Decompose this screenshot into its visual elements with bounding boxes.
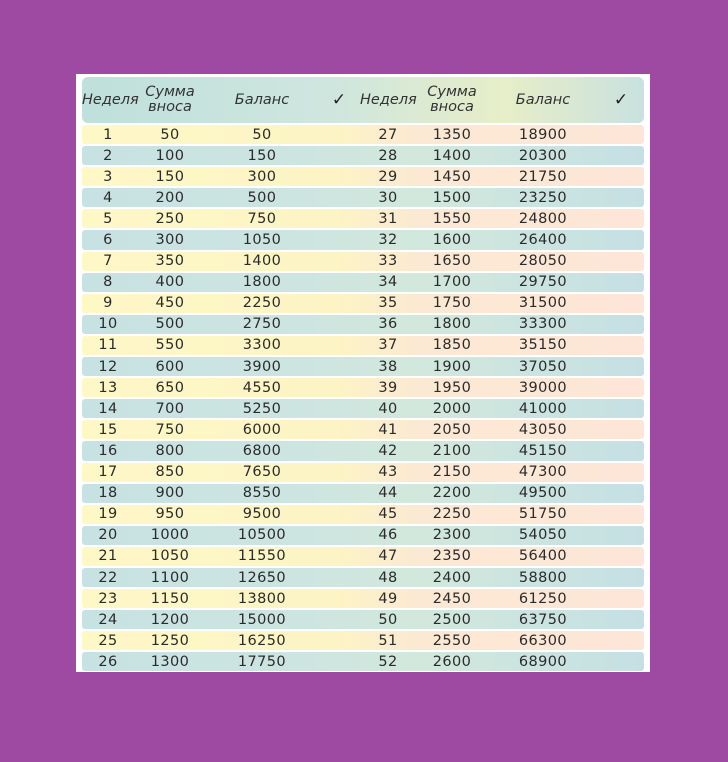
header-amount-line2: вноса [148, 99, 192, 115]
week-cell: 47 [378, 548, 398, 565]
amount-cell: 1250 [150, 632, 190, 649]
amount-cell: 100 [155, 147, 185, 164]
week-cell: 30 [378, 189, 398, 206]
check-icon: ✓ [613, 89, 629, 110]
balance-cell: 15000 [237, 611, 287, 628]
balance-cell: 20300 [518, 147, 568, 164]
week-cell: 25 [98, 632, 118, 649]
header-amount [134, 85, 206, 115]
table-row [82, 357, 644, 376]
table-row [82, 230, 644, 249]
amount-cell: 1400 [432, 147, 472, 164]
balance-cell: 3300 [242, 337, 282, 354]
amount-cell: 1100 [150, 569, 190, 586]
week-cell: 46 [378, 527, 398, 544]
balance-cell: 33300 [518, 316, 568, 333]
header-balance: Баланс [234, 91, 290, 108]
balance-cell: 41000 [518, 400, 568, 417]
balance-cell: 1800 [242, 274, 282, 291]
table-row [82, 188, 644, 207]
week-cell: 1 [103, 126, 113, 143]
week-cell: 2 [103, 147, 113, 164]
table-row [82, 167, 644, 186]
table-row [82, 273, 644, 292]
table-row [82, 526, 644, 545]
amount-cell: 900 [155, 485, 185, 502]
amount-cell: 1850 [432, 337, 472, 354]
amount-cell: 950 [155, 506, 185, 523]
balance-cell: 21750 [518, 168, 568, 185]
week-cell: 4 [103, 189, 113, 206]
week-cell: 10 [98, 316, 118, 333]
week-cell: 8 [103, 274, 113, 291]
amount-cell: 150 [155, 168, 185, 185]
week-cell: 42 [378, 442, 398, 459]
week-cell: 14 [98, 400, 118, 417]
amount-cell: 2150 [432, 464, 472, 481]
balance-cell: 31500 [518, 295, 568, 312]
table-row [82, 209, 644, 228]
header-amount-2 [416, 85, 488, 115]
week-cell: 38 [378, 358, 398, 375]
week-cell: 20 [98, 527, 118, 544]
balance-cell: 66300 [518, 632, 568, 649]
amount-cell: 1950 [432, 379, 472, 396]
balance-cell: 6800 [242, 442, 282, 459]
balance-cell: 47300 [518, 464, 568, 481]
balance-cell: 37050 [518, 358, 568, 375]
amount-cell: 550 [155, 337, 185, 354]
week-cell: 13 [98, 379, 118, 396]
table-row [82, 336, 644, 355]
balance-cell: 11550 [237, 548, 287, 565]
amount-cell: 1800 [432, 316, 472, 333]
amount-cell: 1150 [150, 590, 190, 607]
amount-cell: 2450 [432, 590, 472, 607]
balance-cell: 51750 [518, 506, 568, 523]
balance-cell: 10500 [237, 527, 287, 544]
amount-cell: 700 [155, 400, 185, 417]
amount-cell: 2350 [432, 548, 472, 565]
table-row [82, 631, 644, 650]
week-cell: 37 [378, 337, 398, 354]
header-week: Неделя [82, 91, 139, 108]
header-amount-line1: Сумма [427, 84, 477, 100]
week-cell: 45 [378, 506, 398, 523]
amount-cell: 200 [155, 189, 185, 206]
header-balance-2: Баланс [515, 91, 571, 108]
week-cell: 19 [98, 506, 118, 523]
amount-cell: 2000 [432, 400, 472, 417]
week-cell: 9 [103, 295, 113, 312]
table-row [82, 294, 644, 313]
balance-cell: 12650 [237, 569, 287, 586]
week-cell: 36 [378, 316, 398, 333]
week-cell: 22 [98, 569, 118, 586]
amount-cell: 1200 [150, 611, 190, 628]
week-cell: 40 [378, 400, 398, 417]
week-cell: 32 [378, 232, 398, 249]
balance-cell: 16250 [237, 632, 287, 649]
week-cell: 26 [98, 653, 118, 670]
table-row [82, 252, 644, 271]
balance-cell: 68900 [518, 653, 568, 670]
header-amount-line1: Сумма [145, 84, 195, 100]
balance-cell: 1050 [242, 232, 282, 249]
balance-cell: 63750 [518, 611, 568, 628]
week-cell: 27 [378, 126, 398, 143]
balance-cell: 6000 [242, 421, 282, 438]
table-row [82, 399, 644, 418]
balance-cell: 9500 [242, 506, 282, 523]
amount-cell: 2500 [432, 611, 472, 628]
amount-cell: 2400 [432, 569, 472, 586]
balance-cell: 4550 [242, 379, 282, 396]
week-cell: 18 [98, 485, 118, 502]
balance-cell: 2750 [242, 316, 282, 333]
balance-cell: 61250 [518, 590, 568, 607]
amount-cell: 800 [155, 442, 185, 459]
table-row [82, 652, 644, 671]
week-cell: 51 [378, 632, 398, 649]
week-cell: 12 [98, 358, 118, 375]
balance-cell: 750 [247, 210, 277, 227]
week-cell: 23 [98, 590, 118, 607]
header-week-2: Неделя [360, 91, 417, 108]
week-cell: 17 [98, 464, 118, 481]
savings-table-sheet [76, 74, 650, 672]
table-row [82, 315, 644, 334]
amount-cell: 2100 [432, 442, 472, 459]
table-row [82, 484, 644, 503]
balance-cell: 3900 [242, 358, 282, 375]
table-row [82, 146, 644, 165]
amount-cell: 2050 [432, 421, 472, 438]
week-cell: 44 [378, 485, 398, 502]
week-cell: 5 [103, 210, 113, 227]
balance-cell: 56400 [518, 548, 568, 565]
amount-cell: 2600 [432, 653, 472, 670]
amount-cell: 350 [155, 253, 185, 270]
table-row [82, 610, 644, 629]
check-icon: ✓ [331, 89, 347, 110]
amount-cell: 600 [155, 358, 185, 375]
week-cell: 49 [378, 590, 398, 607]
table-row [82, 463, 644, 482]
amount-cell: 1550 [432, 210, 472, 227]
header-amount-line2: вноса [430, 99, 474, 115]
balance-cell: 49500 [518, 485, 568, 502]
balance-cell: 50 [252, 126, 272, 143]
table-row [82, 547, 644, 566]
amount-cell: 50 [160, 126, 180, 143]
week-cell: 52 [378, 653, 398, 670]
balance-cell: 26400 [518, 232, 568, 249]
balance-cell: 150 [247, 147, 277, 164]
week-cell: 16 [98, 442, 118, 459]
week-cell: 34 [378, 274, 398, 291]
week-cell: 11 [98, 337, 118, 354]
amount-cell: 1350 [432, 126, 472, 143]
balance-cell: 43050 [518, 421, 568, 438]
balance-cell: 35150 [518, 337, 568, 354]
amount-cell: 250 [155, 210, 185, 227]
amount-cell: 1750 [432, 295, 472, 312]
amount-cell: 2250 [432, 506, 472, 523]
amount-cell: 1450 [432, 168, 472, 185]
amount-cell: 1900 [432, 358, 472, 375]
week-cell: 6 [103, 232, 113, 249]
amount-cell: 1300 [150, 653, 190, 670]
balance-cell: 17750 [237, 653, 287, 670]
table-row [82, 568, 644, 587]
table-row [82, 441, 644, 460]
table-row [82, 378, 644, 397]
week-cell: 7 [103, 253, 113, 270]
week-cell: 15 [98, 421, 118, 438]
week-cell: 24 [98, 611, 118, 628]
week-cell: 29 [378, 168, 398, 185]
savings-table [82, 77, 644, 671]
week-cell: 33 [378, 253, 398, 270]
week-cell: 43 [378, 464, 398, 481]
balance-cell: 7650 [242, 464, 282, 481]
balance-cell: 54050 [518, 527, 568, 544]
balance-cell: 23250 [518, 189, 568, 206]
table-header [82, 77, 644, 123]
amount-cell: 1650 [432, 253, 472, 270]
amount-cell: 1700 [432, 274, 472, 291]
amount-cell: 2200 [432, 485, 472, 502]
balance-cell: 45150 [518, 442, 568, 459]
amount-cell: 750 [155, 421, 185, 438]
amount-cell: 1600 [432, 232, 472, 249]
amount-cell: 1050 [150, 548, 190, 565]
amount-cell: 500 [155, 316, 185, 333]
balance-cell: 500 [247, 189, 277, 206]
balance-cell: 29750 [518, 274, 568, 291]
balance-cell: 58800 [518, 569, 568, 586]
amount-cell: 2550 [432, 632, 472, 649]
week-cell: 21 [98, 548, 118, 565]
table-body [82, 125, 644, 671]
table-row [82, 589, 644, 608]
week-cell: 39 [378, 379, 398, 396]
week-cell: 28 [378, 147, 398, 164]
amount-cell: 2300 [432, 527, 472, 544]
amount-cell: 650 [155, 379, 185, 396]
balance-cell: 300 [247, 168, 277, 185]
table-row [82, 420, 644, 439]
amount-cell: 850 [155, 464, 185, 481]
balance-cell: 28050 [518, 253, 568, 270]
amount-cell: 400 [155, 274, 185, 291]
balance-cell: 8550 [242, 485, 282, 502]
balance-cell: 13800 [237, 590, 287, 607]
week-cell: 50 [378, 611, 398, 628]
week-cell: 41 [378, 421, 398, 438]
table-row [82, 505, 644, 524]
balance-cell: 18900 [518, 126, 568, 143]
week-cell: 31 [378, 210, 398, 227]
balance-cell: 24800 [518, 210, 568, 227]
week-cell: 35 [378, 295, 398, 312]
amount-cell: 1500 [432, 189, 472, 206]
balance-cell: 39000 [518, 379, 568, 396]
week-cell: 3 [103, 168, 113, 185]
table-row [82, 125, 644, 144]
balance-cell: 5250 [242, 400, 282, 417]
amount-cell: 1000 [150, 527, 190, 544]
balance-cell: 2250 [242, 295, 282, 312]
balance-cell: 1400 [242, 253, 282, 270]
amount-cell: 450 [155, 295, 185, 312]
amount-cell: 300 [155, 232, 185, 249]
week-cell: 48 [378, 569, 398, 586]
